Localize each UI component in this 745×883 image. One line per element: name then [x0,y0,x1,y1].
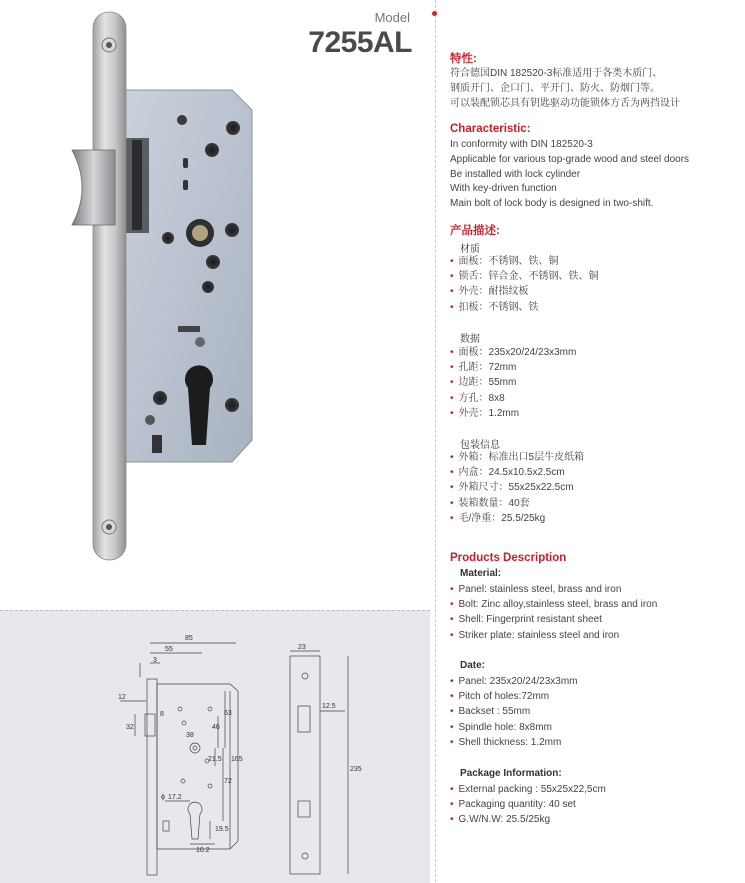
list-item: • Shell thickness: 1.2mm [450,736,562,748]
dim-72: 72 [224,778,232,785]
features-cn-heading: 特性: [450,53,477,65]
date-en-title: Date: [460,660,486,671]
list-item: • Backset : 55mm [450,706,531,718]
technical-drawing [0,610,430,883]
dim-32: 32 [126,724,134,731]
dim-10-2: 10.2 [196,847,210,854]
list-item: • 扣板：不锈钢、铁 [450,301,539,313]
features-cn-text [450,66,680,111]
list-item: • Striker plate: stainless steel and iron [450,629,620,641]
dim-21-5: 21.5 [208,756,222,763]
list-item: • 毛/净重：25.5/25kg [450,512,546,524]
features-cn-line: 符合德国DIN 182520-3标准适用于各类木质门、 [450,68,663,79]
list-item: • Panel: stainless steel, brass and iron [450,584,622,595]
characteristic-heading: Characteristic: [450,123,531,135]
list-item: • 外壳：耐指纹板 [450,286,529,298]
characteristic-line: Main bolt of lock body is designed in two-shift. [450,198,654,210]
features-cn-line: 可以装配锁芯具有钥匙驱动功能锁体方舌为两挡设计 [450,98,680,109]
dim-phi: ϕ [161,794,165,801]
dim-165: 165 [231,756,243,763]
dim-12-5: 12.5 [322,703,336,710]
list-item: • 内盒：24.5x10.5x2.5cm [450,467,565,479]
faceplate [93,12,126,560]
date-en-list [450,674,577,750]
dim-3: 3 [153,657,157,664]
list-item: • 外壳：1.2mm [450,407,520,419]
material-cn-title: 材质 [460,244,480,255]
characteristic-line: In conformity with DIN 182520-3 [450,139,593,150]
list-item: • 面板：不锈钢、铁、铜 [450,256,559,267]
data-cn-list [450,345,576,421]
package-en-list [450,782,606,828]
list-item: • Pitch of holes:72mm [450,691,550,703]
features-cn-line: 钢质开门、企口门、平开门、防火、防烟门等。 [450,83,660,94]
list-item: • 方孔：8x8 [450,392,505,404]
list-item: • External packing : 55x25x22,5cm [450,784,606,795]
list-item: • 装箱数量：40套 [450,497,530,509]
material-en-list [450,582,657,643]
divider-dot [432,11,437,16]
dim-19-5: 19.5 [215,826,229,833]
dim-38: 38 [186,732,194,739]
list-item: • Panel: 235x20/24/23x3mm [450,676,578,687]
list-item: • 孔距：72mm [450,362,517,374]
list-item: • 面板：235x20/24/23x3mm [450,347,577,358]
list-item: • G.W/N.W: 25.5/25kg [450,814,551,826]
dim-85: 85 [185,635,193,642]
data-cn-title: 数据 [460,334,480,345]
dim-55: 55 [165,646,173,653]
model-number: 7255AL [308,26,412,59]
material-cn-list [450,254,599,315]
characteristic-line: With key-driven function [450,183,557,195]
package-cn-title: 包装信息 [460,440,500,451]
list-item: • 锁舌：锌合金、不锈钢、铁、铜 [450,271,599,283]
dim-8: 8 [160,711,164,718]
dim-235: 235 [350,766,362,773]
product-cn-heading: 产品描述: [450,225,500,237]
products-description-heading: Products Description [450,552,567,564]
package-en-title: Package Information: [460,768,562,779]
list-item: • Spindle hole: 8x8mm [450,721,552,733]
list-item: • Shell: Fingerprint resistant sheet [450,614,602,626]
list-item: • Bolt: Zinc alloy,stainless steel, brass and iron [450,599,658,611]
latch-bolt [72,150,115,225]
dim-17-2: 17.2 [168,794,182,801]
dim-23: 23 [298,644,306,651]
package-cn-list [450,450,584,526]
list-item: • 外箱尺寸：55x25x22.5cm [450,482,574,494]
dim-63: 63 [224,710,232,717]
list-item: • Packaging quantity: 40 set [450,799,576,811]
dim-46: 46 [212,724,220,731]
column-divider [435,0,436,882]
characteristic-text [450,138,689,212]
lock-photo [0,0,430,600]
material-en-title: Material: [460,568,502,579]
dim-12: 12 [118,694,126,701]
model-label: Model [374,10,410,25]
list-item: • 外箱：标准出口5层牛皮纸箱 [450,452,585,463]
characteristic-line: Applicable for various top-grade wood and steel doors [450,153,690,165]
list-item: • 边距：55mm [450,377,517,389]
characteristic-line: Be installed with lock cylinder [450,168,581,180]
